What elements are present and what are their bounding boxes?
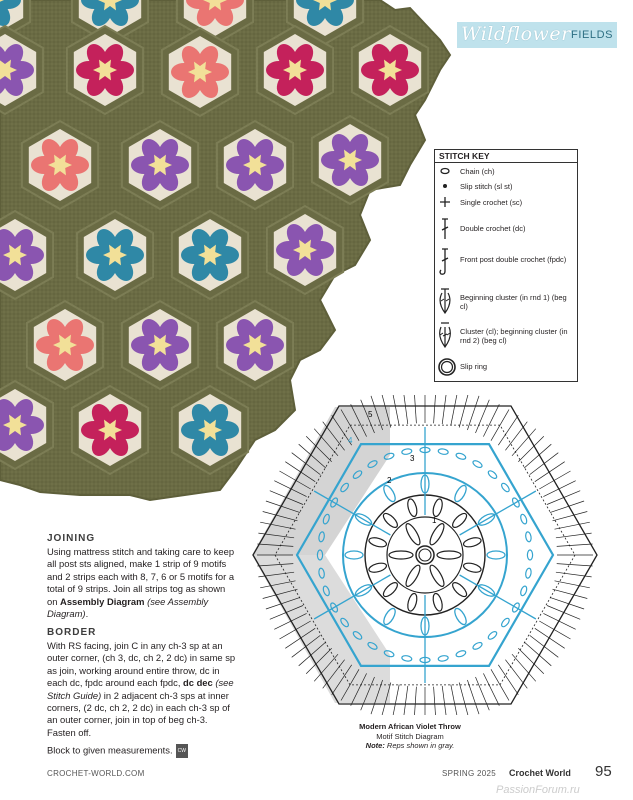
- double-crochet-stitch: [505, 660, 527, 689]
- double-crochet-stitch: [555, 522, 590, 529]
- double-crochet-stitch: [539, 471, 570, 489]
- cluster-stitch: [432, 498, 444, 517]
- chain-stitch: [455, 650, 466, 658]
- chain-stitch: [487, 630, 498, 640]
- beginning-cluster-stitch: [428, 522, 447, 547]
- double-crochet-stitch: [476, 677, 490, 710]
- cluster-stitch: [368, 536, 387, 548]
- double-crochet-stitch: [442, 686, 447, 715]
- double-crochet-stitch: [535, 628, 565, 648]
- cluster-stitch: [463, 536, 482, 548]
- double-crochet-stitch: [553, 589, 588, 598]
- joining-text: [47, 546, 237, 620]
- cluster-stitch: [432, 593, 444, 612]
- chain-stitch: [500, 482, 510, 493]
- key-label-slip-stitch: Slip stitch (sl st): [460, 182, 513, 191]
- double-crochet-stitch: [505, 422, 527, 451]
- watermark-text: PassionForum.ru: [496, 784, 580, 796]
- double-crochet-stitch: [414, 395, 416, 423]
- double-crochet-stitch: [557, 564, 593, 566]
- double-crochet-stitch: [467, 396, 479, 430]
- round-1-ring: [387, 517, 463, 593]
- double-crochet-stitch: [553, 512, 588, 521]
- double-crochet-stitch: [451, 395, 458, 426]
- chain-stitch: [472, 459, 483, 469]
- footer-magazine: Crochet World: [509, 768, 571, 778]
- double-crochet-stitch: [434, 395, 436, 423]
- double-crochet-stitch: [451, 685, 458, 716]
- double-crochet-stitch: [530, 453, 559, 475]
- border-italic-1: (see Stitch Guide): [47, 677, 234, 701]
- key-label-single-crochet: Single crochet (sc): [460, 198, 523, 207]
- border-bold-1: dc dec: [183, 677, 213, 689]
- double-crochet-stitch: [524, 642, 551, 666]
- cluster-stitch: [450, 511, 468, 529]
- block-text: [47, 744, 237, 758]
- chain-stitch: [455, 452, 466, 460]
- double-crochet-stitch: [442, 395, 447, 424]
- caption-note-label: Note:: [365, 741, 385, 750]
- series-banner: [457, 22, 617, 48]
- caption-note-text: Reps shown in gray.: [386, 741, 455, 750]
- key-label-beg-cluster: Beginning cluster (in rnd 1) (beg cl): [460, 293, 567, 311]
- block-text-finish: Block to given measurements.: [47, 744, 173, 756]
- key-label-fpdc: Front post double crochet (fpdc): [460, 255, 567, 264]
- double-crochet-stitch: [557, 544, 593, 546]
- round-number-1: 1: [432, 516, 437, 525]
- cluster-stitch: [406, 498, 418, 517]
- double-crochet-stitch: [403, 686, 408, 715]
- chain-stitch: [487, 469, 498, 479]
- chain-stitch: [527, 550, 532, 560]
- double-crochet-stitch: [414, 687, 416, 715]
- joining-italic-1: (see Assembly Diagram): [47, 595, 209, 620]
- cluster-stitch: [368, 562, 387, 574]
- beginning-cluster-stitch: [428, 563, 447, 588]
- slip-ring-icon: [437, 356, 457, 378]
- chain-stitch: [525, 568, 532, 579]
- stitch-key: [434, 149, 578, 382]
- series-caps-title: FIELDS: [571, 29, 614, 41]
- double-crochet-stitch: [392, 685, 399, 716]
- cluster-stitch: [345, 551, 363, 559]
- caption-title: Modern African Violet Throw: [359, 722, 461, 731]
- caption-subtitle: Motif Stitch Diagram: [376, 731, 444, 741]
- beginning-cluster-icon: [437, 287, 453, 317]
- double-crochet-stitch: [459, 683, 468, 716]
- key-label-slip-ring: Slip ring: [460, 362, 488, 371]
- border-text-2: in 2 adjacent ch-3 sps at inner corners, (2 dc, ch 2, 2 dc) in each ch-3 sp of an outer corner, join in top of beg ch-3. Fasten off.: [47, 689, 230, 738]
- cluster-stitch: [381, 511, 399, 529]
- double-crochet-stitch: [547, 606, 580, 620]
- chain-stitch: [438, 448, 449, 455]
- cluster-stitch: [463, 562, 482, 574]
- cluster-stitch: [487, 551, 505, 559]
- double-crochet-stitch: [539, 621, 570, 639]
- double-crochet-stitch: [498, 665, 518, 695]
- motif-stitch-diagram: [240, 395, 610, 715]
- round-number-5: 5: [368, 410, 373, 419]
- caption-note: [300, 741, 520, 751]
- beginning-cluster-stitch: [437, 551, 461, 559]
- cluster-stitch: [450, 580, 468, 598]
- round-number-2: 2: [387, 476, 392, 485]
- double-crochet-stitch: [547, 491, 580, 505]
- cluster-icon: [437, 321, 453, 351]
- chain-stitch: [525, 531, 532, 542]
- double-crochet-stitch: [476, 400, 490, 433]
- stitch-key-title: STITCH KEY: [439, 151, 490, 161]
- double-crochet-stitch: [434, 687, 436, 715]
- key-label-cluster: Cluster (cl); beginning cluster (in rnd 2) (beg cl): [460, 327, 568, 345]
- diagram-caption: [300, 722, 520, 751]
- joining-bold-1: Assembly Diagram: [60, 595, 145, 607]
- joining-text-1: Using mattress stitch and taking care to keep all post sts aligned, make 1 strip of 9 motifs and 2 strips each with 8, 7, 6 or 5 motifs for a total of 9 strips. Join all strips tog as shown on: [47, 546, 235, 607]
- chain-stitch: [472, 641, 483, 651]
- joining-text-2: .: [85, 608, 89, 620]
- cluster-stitch: [406, 593, 418, 612]
- key-label-double-crochet: Double crochet (dc): [460, 224, 526, 233]
- footer-issue: SPRING 2025: [442, 769, 496, 778]
- beginning-cluster-stitch: [404, 522, 423, 547]
- double-crochet-stitch: [535, 462, 565, 482]
- double-crochet-stitch: [530, 635, 559, 657]
- round-number-3: 3: [410, 454, 415, 463]
- single-crochet-icon: [437, 196, 453, 216]
- series-script-title: Wildflower: [461, 23, 571, 45]
- border-heading: BORDER: [47, 627, 97, 638]
- joining-heading: JOINING: [47, 533, 96, 544]
- double-crochet-stitch: [498, 415, 518, 445]
- double-crochet-stitch: [555, 581, 590, 588]
- stitch-key-divider: [435, 162, 577, 163]
- double-crochet-icon: [437, 217, 453, 241]
- front-post-double-crochet-icon: [437, 247, 453, 277]
- chain-stitch: [401, 655, 412, 662]
- chain-stitch: [520, 514, 528, 525]
- cluster-stitch: [381, 580, 399, 598]
- cluster-stitch: [453, 607, 469, 627]
- cluster-stitch: [453, 484, 469, 504]
- footer-website: CROCHET-WORLD.COM: [47, 769, 145, 778]
- cluster-stitch: [382, 607, 398, 627]
- double-crochet-stitch: [459, 395, 468, 428]
- double-crochet-stitch: [491, 410, 509, 441]
- chain-stitch: [438, 655, 449, 662]
- border-text-1: With RS facing, join C in any ch-3 sp at an outer corner, (ch 3, dc, ch 2, 2 dc) in same sp as join, working around entire throw, dc in each dc, fpdc around each fpdc,: [47, 640, 236, 689]
- page-number: 95: [595, 763, 612, 780]
- chain-stitch: [500, 617, 510, 628]
- chain-stitch: [520, 585, 528, 596]
- center-slip-ring-inner: [419, 549, 431, 561]
- double-crochet-stitch: [524, 444, 551, 468]
- double-crochet-stitch: [392, 395, 399, 426]
- key-label-chain: Chain (ch): [460, 167, 495, 176]
- cluster-stitch: [382, 484, 398, 504]
- border-text: [47, 640, 237, 739]
- double-crochet-stitch: [403, 395, 408, 424]
- front-post-stitch: [460, 575, 536, 619]
- beginning-cluster-stitch: [389, 551, 413, 559]
- round-number-4: 4: [348, 436, 353, 445]
- beginning-cluster-stitch: [404, 563, 423, 588]
- front-post-stitch: [460, 491, 536, 535]
- cw-end-badge: CW: [176, 744, 188, 758]
